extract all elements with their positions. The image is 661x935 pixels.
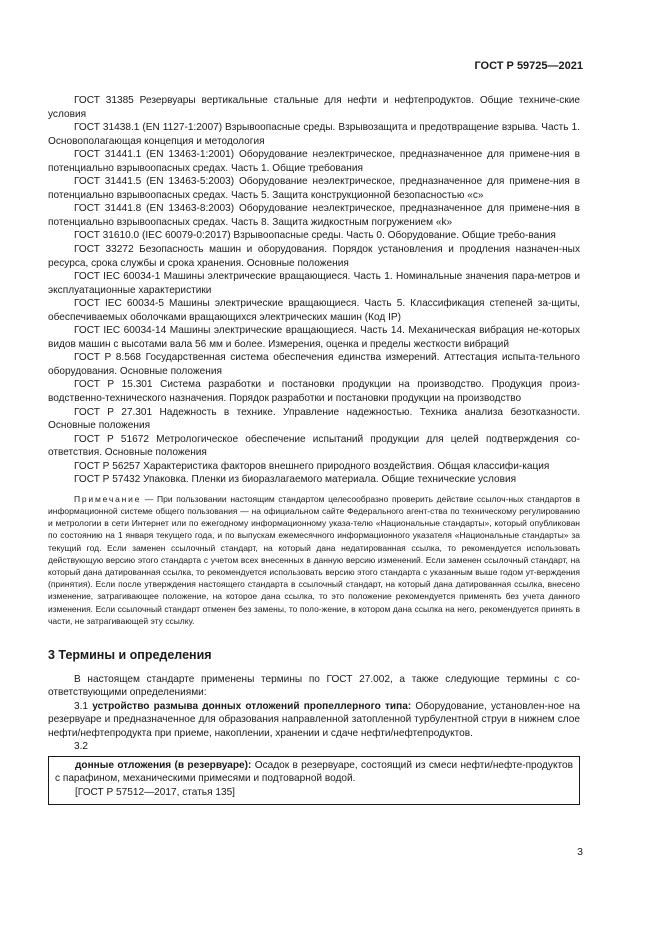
reference-item: ГОСТ 31438.1 (EN 1127-1:2007) Взрывоопасные среды. Взрывозащита и предотвращение взрыва. Часть 1. Основополагающая концепция и методология — [48, 122, 580, 147]
term-source: [ГОСТ Р 57512—2017, статья 135] — [75, 787, 235, 799]
section-heading: 3 Термины и определения — [48, 648, 212, 663]
reference-item: ГОСТ Р 8.568 Государственная система обеспечения единства измерений. Аттестация испыта-тельного оборудования. Основные положения — [48, 352, 580, 377]
reference-item: ГОСТ 31441.1 (EN 13463-1:2001) Оборудование неэлектрическое, предназначенное для примене-ния в потенциально взрывоопасных средах. Часть 1. Общие требования — [48, 149, 580, 174]
reference-item: ГОСТ IEC 60034-5 Машины электрические вращающиеся. Часть 5. Классификация степеней за-щиты, обеспечиваемых оболочками вращающихся электрических машин (Код IP) — [48, 298, 580, 323]
reference-item: ГОСТ 31385 Резервуары вертикальные стальные для нефти и нефтепродуктов. Общие техниче-ские условия — [48, 95, 580, 120]
reference-item: ГОСТ Р 15.301 Система разработки и постановки продукции на производство. Продукция произ-водственно-технического назначения. Порядок разработки и постановки продукции на производство — [48, 379, 580, 405]
reference-item: ГОСТ 31441.5 (EN 13463-5:2003) Оборудование неэлектрическое, предназначенное для примене-ния в потенциально взрывоопасных средах. Часть 5. Защита конструкционной безопасностью «c» — [48, 176, 580, 201]
reference-item: ГОСТ Р 51672 Метрологическое обеспечение испытаний продукции для целей подтверждения со-ответствия. Основные положения — [48, 433, 580, 459]
term-number: 3.1 — [74, 700, 93, 712]
section-intro: В настоящем стандарте применены термины по ГОСТ 27.002, а также следующие термины с со-ответствующими определениями: — [48, 673, 580, 699]
term-3-2-number: 3.2 — [74, 741, 89, 753]
term-definition: Осадок в резервуаре, состоящий из смеси нефти/нефте-продуктов с парафином, механическими примесями и подтоварной водой. — [55, 759, 573, 785]
page-body — [48, 94, 580, 805]
term-3-1 — [48, 700, 580, 741]
reference-item: ГОСТ IEC 60034-1 Машины электрические вращающиеся. Часть 1. Номинальные значения пара-метров и эксплуатационные характеристики — [48, 271, 580, 296]
reference-item: ГОСТ 31610.0 (IEC 60079-0:2017) Взрывоопасные среды. Часть 0. Оборудование. Общие требо-вания — [74, 230, 556, 242]
page-number: 3 — [577, 846, 583, 858]
term-3-2 — [55, 759, 573, 786]
note-lead: Примечание — [74, 493, 142, 504]
reference-item: ГОСТ Р 57432 Упаковка. Пленки из биоразлагаемого материала. Общие технические условия — [74, 474, 517, 486]
term-title: донные отложения (в резервуаре): — [75, 759, 252, 771]
reference-item: ГОСТ Р 27.301 Надежность в технике. Управление надежностью. Техника анализа безотказности. Основные положения — [48, 406, 580, 432]
reference-item: ГОСТ IEC 60034-14 Машины электрические вращающиеся. Часть 14. Механическая вибрация не-которых видов машин с высотами вала 56 мм и более. Измерения, оценка и пределы жесткости вибраций — [48, 325, 580, 350]
note-text: — При пользовании настоящим стандартом целесообразно проверить действие ссылоч-ных стандартов в информационной системе общего пользования — на официальном сайте Федерального агент-ства по техническому регулированию и метрологии в сети Интернет или по ежегодному информационному указа-телю «Национальные стандарты», который опубликован по состоянию на 1 января текущего года, и по выпускам ежемесячного информационного указателя «Национальные стандарты» за текущий год. Если заменен ссылочный стандарт, на который дана недатированная ссылка, то рекомендуется использовать действующую версию этого стандарта с учетом всех внесенных в данную версию изменений. Если заменен ссылочный стандарт, на который дана датированная ссылка, то рекомендуется использовать версию этого стандарта с указанным выше годом ут-верждения (принятия). Если после утверждения настоящего стандарта в ссылочный стандарт, на который дана датированная ссылка, внесено изменение, затрагивающее положение, на которое дана ссылка, то это положение рекомендуется применять без учета данного изменения. Если ссылочный стандарт отменен без замены, то поло-жение, в котором дана ссылка на него, рекомендуется принять в части, не затрагивающей эту ссылку. — [48, 493, 580, 626]
header-doc-code: ГОСТ Р 59725—2021 — [474, 60, 583, 72]
term-title: устройство размыва донных отложений пропеллерного типа: — [92, 700, 412, 712]
term-definition: Оборудование, установлен-ное на резервуаре и предназначенное для образования направленной затопленной турбулентной струи в нижнем слое нефти/нефтепродукта при приеме, накоплении, хранении и сдаче нефти/нефтепродуктов. — [48, 700, 580, 739]
reference-list — [48, 94, 580, 487]
reference-item: ГОСТ 31441.8 (EN 13463-8:2003) Оборудование неэлектрическое, предназначенное для примене-ния в потенциально взрывоопасных средах. Часть 8. Защита жидкостным погружением «k» — [48, 203, 580, 228]
reference-note — [48, 493, 580, 627]
term-3-2-box — [48, 756, 580, 805]
reference-item: ГОСТ 33272 Безопасность машин и оборудования. Порядок установления и продления назначен-ных ресурса, срока службы и срока хранения. Основные положения — [48, 244, 580, 269]
reference-item: ГОСТ Р 56257 Характеристика факторов внешнего природного воздействия. Общая классифи-кация — [74, 460, 550, 472]
